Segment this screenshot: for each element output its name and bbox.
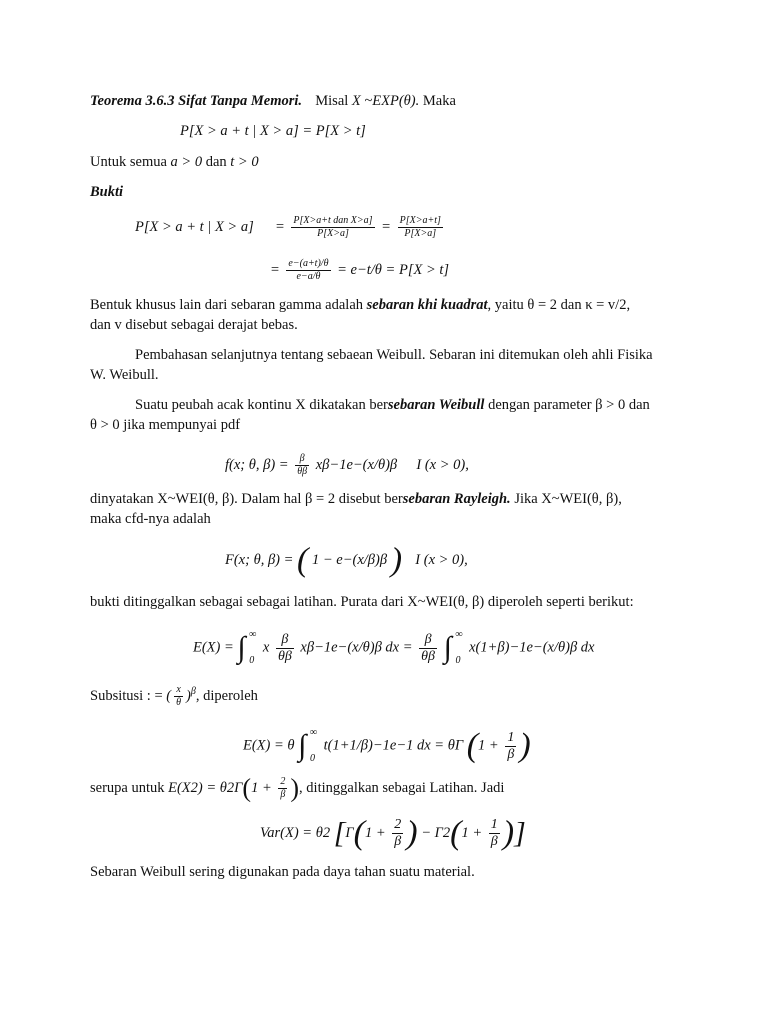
pdf-fraction-den: θβ: [297, 466, 308, 478]
rayleigh-text-a: dinyatakan X~WEI(θ, β). Dalam hal β = 2 disebut ber: [90, 491, 403, 507]
ex-one: 1 +: [478, 737, 499, 754]
condition-t: t > 0: [230, 154, 259, 170]
ex-equation: [243, 720, 531, 772]
integral-sign-2: ∫: [443, 631, 452, 664]
pdf-fraction-num: β: [295, 453, 309, 466]
rayleigh-bold: sebaran Rayleigh.: [402, 491, 511, 507]
condition-a: a > 0: [170, 154, 203, 170]
serupa-one: 1 +: [251, 780, 272, 796]
ex-body: t(1+1/β)−1e−1 dx = θΓ: [323, 737, 464, 754]
cdf-right-paren: ): [390, 541, 403, 579]
var-left-bracket: [: [333, 816, 346, 850]
proof-line-1: [135, 212, 446, 242]
proof-fraction-3-num: e−(a+t)/θ: [288, 258, 329, 270]
integral-lower-1: 0: [249, 655, 255, 666]
ex-fraction-den: β: [507, 746, 515, 762]
var-lhs: Var(X) = θ2: [260, 825, 331, 841]
var-right-bracket: ]: [514, 816, 526, 850]
proof-fraction-1: [291, 215, 374, 240]
pdf-indicator: I (x > 0),: [416, 457, 469, 473]
condition-line: [90, 153, 259, 171]
mean-body-1: xβ−1e−(x/θ)β dx =: [300, 639, 413, 656]
mean-fraction-1-den: θβ: [277, 648, 292, 664]
mean-fraction-1: [276, 632, 294, 665]
closing-sentence: Sebaran Weibull sering digunakan pada daya tahan suatu material.: [90, 864, 475, 880]
var-one-1: 1 +: [364, 825, 386, 841]
rayleigh-text-b: Jika X~WEI(θ, β),: [510, 491, 622, 507]
var-paren-1-right: ): [406, 814, 418, 852]
mean-equation: [193, 622, 595, 674]
var-fraction-2: [489, 817, 500, 850]
mean-fraction-2: [419, 632, 437, 665]
substitution-expression: ( $\frac{x}{\theta}$ )$^\beta$: [166, 684, 196, 709]
var-equation: [260, 811, 526, 856]
proof-fraction-1-num: P[X>a+t dan X>a]: [293, 215, 373, 227]
serupa-fraction: [278, 776, 287, 801]
var-one-2: 1 +: [461, 825, 483, 841]
proof-line-2: [270, 255, 449, 285]
theorem-line: [90, 92, 456, 110]
integral-lower-2: 0: [455, 655, 461, 666]
mean-fraction-1-num: β: [276, 632, 294, 649]
ex-fraction-num: 1: [507, 729, 515, 745]
substitution-line: [90, 683, 258, 709]
proof-fraction-3: [286, 258, 330, 283]
memoryless-equation: P[X > a + t | X > a] = P[X > t]: [180, 123, 366, 139]
ex-left-paren: (: [466, 727, 479, 764]
proof-fraction-2-den: P[X>a]: [404, 228, 437, 240]
cdf-left-paren: (: [297, 541, 309, 579]
cdf-lhs: F(x; θ, β) =: [225, 552, 294, 568]
serupa-fraction-num: 2: [280, 776, 286, 788]
integral-upper-2: ∞: [455, 629, 463, 640]
mean-fraction-2-den: θβ: [421, 648, 436, 664]
theorem-dist: X ~EXP(θ).: [351, 93, 420, 109]
khi-paragraph-line-1: [90, 296, 630, 314]
substitution-label: Subsitusi : =: [90, 688, 163, 704]
proof-eq-3: =: [270, 262, 280, 278]
proof-lhs: P[X > a + t | X > a]: [135, 219, 254, 235]
mean-body-x: x: [262, 639, 270, 656]
khi-text-b: , yaitu θ = 2 dan κ = v/2,: [487, 297, 631, 313]
var-fraction-1-num: 2: [394, 817, 402, 833]
pdf-body: xβ−1e−(x/θ)β: [315, 457, 398, 473]
serupa-right-paren: ): [290, 773, 300, 803]
integral-lower-3: 0: [310, 753, 315, 764]
proof-eq-2: =: [381, 219, 391, 235]
definition-text-b: dengan parameter β > 0 dan: [484, 397, 650, 413]
integral-sign-1: ∫: [237, 631, 246, 664]
integral-limits-3: [310, 720, 320, 772]
condition-lead: Untuk semua: [90, 154, 167, 170]
theorem-label: Teorema 3.6.3 Sifat Tanpa Memori.: [90, 93, 303, 109]
definition-line-1: [135, 396, 650, 414]
bukti-heading: Bukti: [90, 184, 124, 200]
cdf-indicator: I (x > 0),: [415, 552, 468, 568]
integral-limits-1: [249, 622, 259, 674]
var-minus-gamma: − Γ2: [421, 825, 451, 841]
mean-body-2: x(1+β)−1e−(x/θ)β dx: [469, 639, 595, 656]
var-fraction-2-den: β: [490, 834, 498, 850]
integral-upper-1: ∞: [249, 629, 257, 640]
proof-fraction-2-num: P[X>a+t]: [399, 215, 441, 227]
khi-text-a: Bentuk khusus lain dari sebaran gamma adalah: [90, 297, 364, 313]
definition-text-a: Suatu peubah acak kontinu X dikatakan ber: [135, 397, 388, 413]
cdf-equation: [225, 540, 468, 581]
ex-right-paren: ): [519, 727, 531, 764]
proof-fraction-2: [398, 215, 443, 240]
var-paren-2-left: (: [450, 814, 462, 852]
khi-bold: sebaran khi kuadrat: [366, 297, 488, 313]
rayleigh-line-1: [90, 490, 622, 508]
condition-and: dan: [205, 154, 227, 170]
var-fraction-1-den: β: [394, 834, 402, 850]
pdf-lhs: f(x; θ, β) =: [225, 457, 289, 473]
proof-eq-1: =: [274, 219, 285, 235]
var-fraction-2-num: 1: [490, 817, 498, 833]
proof-fraction-3-den: e−a/θ: [296, 271, 321, 283]
integral-sign-3: ∫: [298, 729, 307, 762]
mean-lhs: E(X) =: [193, 639, 234, 656]
mean-paragraph: bukti ditinggalkan sebagai sebagai latihan. Purata dari X~WEI(θ, β) diperoleh seperti berikut:: [90, 594, 634, 610]
ex-lhs: E(X) = θ: [243, 737, 295, 754]
mean-fraction-2-num: β: [419, 632, 437, 649]
theorem-intro: Misal: [315, 93, 349, 109]
weibull-intro-line-1: Pembahasan selanjutnya tentang sebaean Weibull. Sebaran ini ditemukan oleh ahli Fisika: [135, 347, 653, 363]
integral-upper-3: ∞: [310, 727, 318, 738]
proof-fraction-1-den: P[X>a]: [317, 228, 349, 240]
serupa-line: [90, 774, 504, 803]
serupa-text-a: serupa untuk: [90, 780, 165, 796]
proof-rhs: = e−t/θ = P[X > t]: [337, 262, 450, 278]
serupa-text-b: , ditinggalkan sebagai Latihan. Jadi: [299, 780, 505, 796]
var-fraction-1: [392, 817, 403, 850]
var-paren-1-left: (: [353, 814, 365, 852]
var-paren-2-right: ): [502, 814, 515, 852]
rayleigh-line-2: maka cfd-nya adalah: [90, 511, 211, 527]
theorem-maka: Maka: [422, 93, 456, 109]
khi-paragraph-line-2: dan v disebut sebagai derajat bebas.: [90, 317, 298, 333]
pdf-fraction: [295, 453, 309, 478]
var-gamma-1: Γ: [345, 825, 354, 841]
weibull-intro-line-2: W. Weibull.: [90, 367, 159, 383]
serupa-math: E(X2) = θ2Γ: [168, 780, 243, 796]
definition-bold: sebaran Weibull: [387, 397, 485, 413]
pdf-equation: [225, 448, 469, 482]
ex-fraction: [505, 730, 516, 763]
serupa-left-paren: (: [242, 773, 252, 803]
serupa-fraction-den: β: [280, 789, 286, 801]
substitution-tail: , diperoleh: [195, 688, 258, 704]
definition-line-2: θ > 0 jika mempunyai pdf: [90, 417, 241, 433]
cdf-body: 1 − e−(x/β)β: [312, 552, 388, 568]
integral-limits-2: [455, 622, 465, 674]
